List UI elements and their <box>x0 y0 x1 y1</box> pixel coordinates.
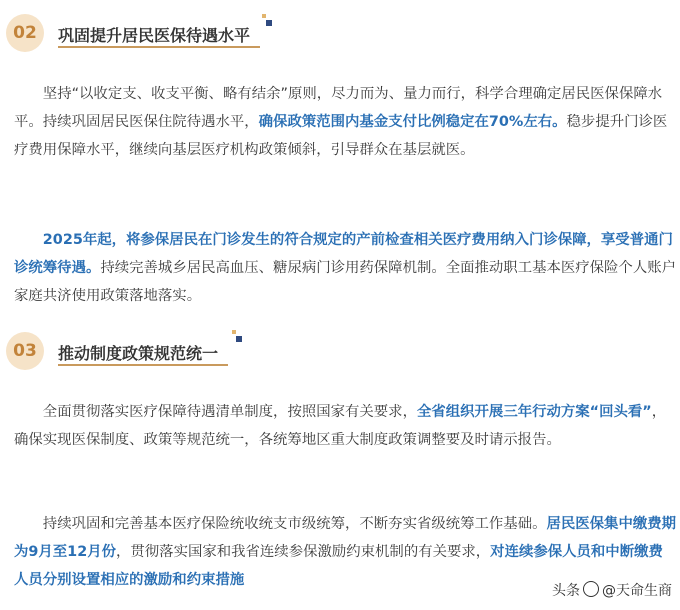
paragraph-1 <box>14 80 676 164</box>
section-title: 巩固提升居民医保待遇水平 <box>58 26 251 45</box>
paragraph-3 <box>14 398 676 454</box>
highlighted-text: 对连续参保人员和中断缴费人员分别设置相应的激励和约束措施 <box>14 544 663 588</box>
body-text: ，确保实现医保制度、政策等规范统一，各统筹地区重大制度政策调整要及时请示报告。 <box>14 404 667 448</box>
section-title: 推动制度政策规范统一 <box>58 344 219 363</box>
watermark <box>548 580 672 600</box>
section-header-03 <box>0 332 680 372</box>
toutiao-logo-icon <box>583 581 599 597</box>
watermark-author: @天命生商 <box>602 583 672 599</box>
highlighted-text: 2025年起，将参保居民在门诊发生的符合规定的产前检查相关医疗费用纳入门诊保障，享受普通门诊统筹待遇。 <box>14 232 673 276</box>
title-underline <box>58 46 260 48</box>
section-header-02 <box>0 14 680 54</box>
section-number-badge: 03 <box>6 332 44 370</box>
highlighted-text: 确保政策范围内基金支付比例稳定在70%左右。 <box>258 114 567 130</box>
body-text: 持续完善城乡居民高血压、糖尿病门诊用药保障机制。全面推动职工基本医疗保险个人账户家庭共济使用政策落地落实。 <box>14 260 676 304</box>
watermark-prefix: 头条 <box>552 583 580 599</box>
highlighted-text: 全省组织开展三年行动方案“回头看” <box>416 404 652 420</box>
section-number-badge: 02 <box>6 14 44 52</box>
paragraph-2 <box>14 226 676 310</box>
title-underline <box>58 364 228 366</box>
highlighted-text: 居民医保集中缴费期为9月至12月份 <box>14 516 677 560</box>
body-text: 全面贯彻落实医疗保障待遇清单制度，按照国家有关要求， <box>42 404 417 420</box>
body-text: 坚持“以收定支、收支平衡、略有结余”原则，尽力而为、量力而行，科学合理确定居民医保保障水平。持续巩固居民医保住院待遇水平， <box>14 86 663 130</box>
body-text: 持续巩固和完善基本医疗保险统收统支市级统筹，不断夯实省级统筹工作基础。 <box>42 516 547 532</box>
body-text: 稳步提升门诊医疗费用保障水平，继续向基层医疗机构政策倾斜，引导群众在基层就医。 <box>14 114 668 158</box>
body-text: ，贯彻落实国家和我省连续参保激励约束机制的有关要求， <box>116 544 491 560</box>
